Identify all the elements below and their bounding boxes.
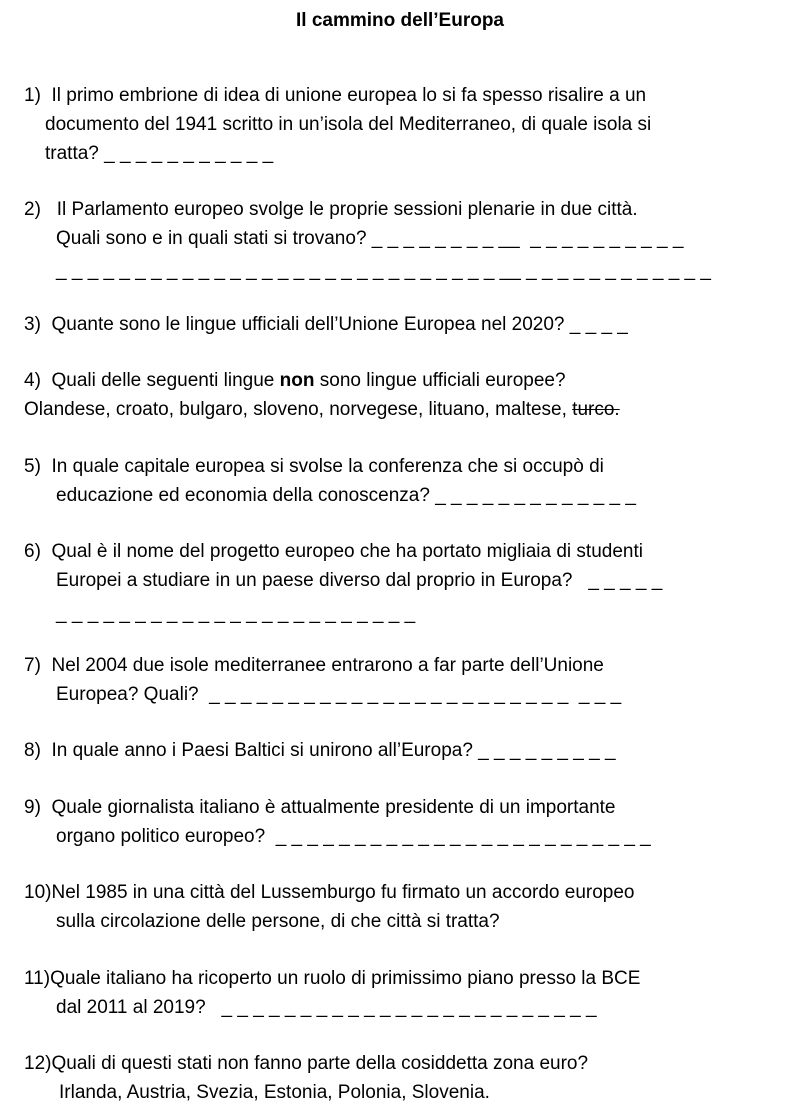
question-2-line-1: 2) Il Parlamento europeo svolge le proprie sessioni plenarie in due città. — [24, 197, 638, 223]
question-3-number: 3) — [24, 314, 41, 335]
question-11-line-1: 11)Quale italiano ha ricoperto un ruolo di primissimo piano presso la BCE — [24, 966, 640, 992]
question-7-line-2: Europea? Quali? _ _ _ _ _ _ _ _ _ _ _ _ _ _ _ _ _ _ _ _ _ _ _ _ _ _ — [56, 684, 622, 705]
question-5-line-2: educazione ed economia della conoscenza? _ _ _ _ _ _ _ _ _ _ _ _ _ — [56, 485, 636, 506]
question-1-number: 1) — [24, 85, 41, 106]
question-9-line-2: organo politico europeo? _ _ _ _ _ _ _ _ _ _ _ _ _ _ _ _ _ _ _ _ _ _ _ _ — [56, 826, 651, 847]
question-8-line-1: 8) In quale anno i Paesi Baltici si unirono all’Europa? _ _ _ _ _ _ _ _ _ — [24, 738, 616, 764]
question-10-line-2: sulla circolazione delle persone, di che città si tratta? — [56, 911, 500, 932]
struck-word: turco. — [572, 399, 620, 420]
question-8-number: 8) — [24, 740, 41, 761]
question-5-number: 5) — [24, 456, 41, 477]
question-10-line-1: 10)Nel 1985 in una città del Lussemburgo fu firmato un accordo europeo — [24, 880, 635, 906]
question-6-line-2: Europei a studiare in un paese diverso dal proprio in Europa? _ _ _ _ _ — [56, 570, 663, 591]
question-2-line-2: Quali sono e in quali stati si trovano? _ _ _ _ _ _ _ _ __ _ _ _ _ _ _ _ _ _ _ — [56, 228, 684, 249]
question-6-line-3: _ _ _ _ _ _ _ _ _ _ _ _ _ _ _ _ _ _ _ _ _ _ _ — [56, 603, 416, 624]
question-9-number: 9) — [24, 797, 41, 818]
question-3-line-1: 3) Quante sono le lingue ufficiali dell’Unione Europea nel 2020? _ _ _ _ — [24, 312, 628, 338]
question-7-line-1: 7) Nel 2004 due isole mediterranee entrarono a far parte dell’Unione — [24, 653, 604, 679]
question-4-line-2: Olandese, croato, bulgaro, sloveno, norvegese, lituano, maltese, turco. — [24, 399, 620, 420]
question-5-line-1: 5) In quale capitale europea si svolse la conferenza che si occupò di — [24, 454, 604, 480]
question-1-line-2: documento del 1941 scritto in un’isola del Mediterraneo, di quale isola si — [45, 114, 652, 135]
question-2-line-3: _ _ _ _ _ _ _ _ _ _ _ _ _ _ _ _ _ _ _ _ _ _ _ _ _ _ _ _ __ _ _ _ _ _ _ _ _ _ _ _ _ — [56, 260, 711, 281]
question-10-number: 10) — [24, 882, 52, 903]
question-2-number: 2) — [24, 199, 41, 220]
question-12-line-1: 12)Quali di questi stati non fanno parte della cosiddetta zona euro? — [24, 1051, 588, 1077]
question-7-number: 7) — [24, 655, 41, 676]
question-4-number: 4) — [24, 370, 41, 391]
question-6-line-1: 6) Qual è il nome del progetto europeo che ha portato migliaia di studenti — [24, 539, 643, 565]
question-1-line-3: tratta? _ _ _ _ _ _ _ _ _ _ _ — [45, 143, 274, 164]
question-12-number: 12) — [24, 1053, 52, 1074]
emphasis-non: non — [279, 370, 315, 391]
question-11-number: 11) — [24, 968, 51, 989]
page-title: Il cammino dell’Europa — [296, 10, 504, 31]
question-12-line-2: Irlanda, Austria, Svezia, Estonia, Polonia, Slovenia. — [59, 1082, 490, 1103]
question-9-line-1: 9) Quale giornalista italiano è attualmente presidente di un importante — [24, 795, 616, 821]
question-4-line-1: 4) Quali delle seguenti lingue non sono lingue ufficiali europee? — [24, 368, 566, 394]
question-11-line-2: dal 2011 al 2019? _ _ _ _ _ _ _ _ _ _ _ _ _ _ _ _ _ _ _ _ _ _ _ _ — [56, 997, 597, 1018]
question-1-line-1: 1) Il primo embrione di idea di unione europea lo si fa spesso risalire a un — [24, 83, 646, 109]
question-6-number: 6) — [24, 541, 41, 562]
